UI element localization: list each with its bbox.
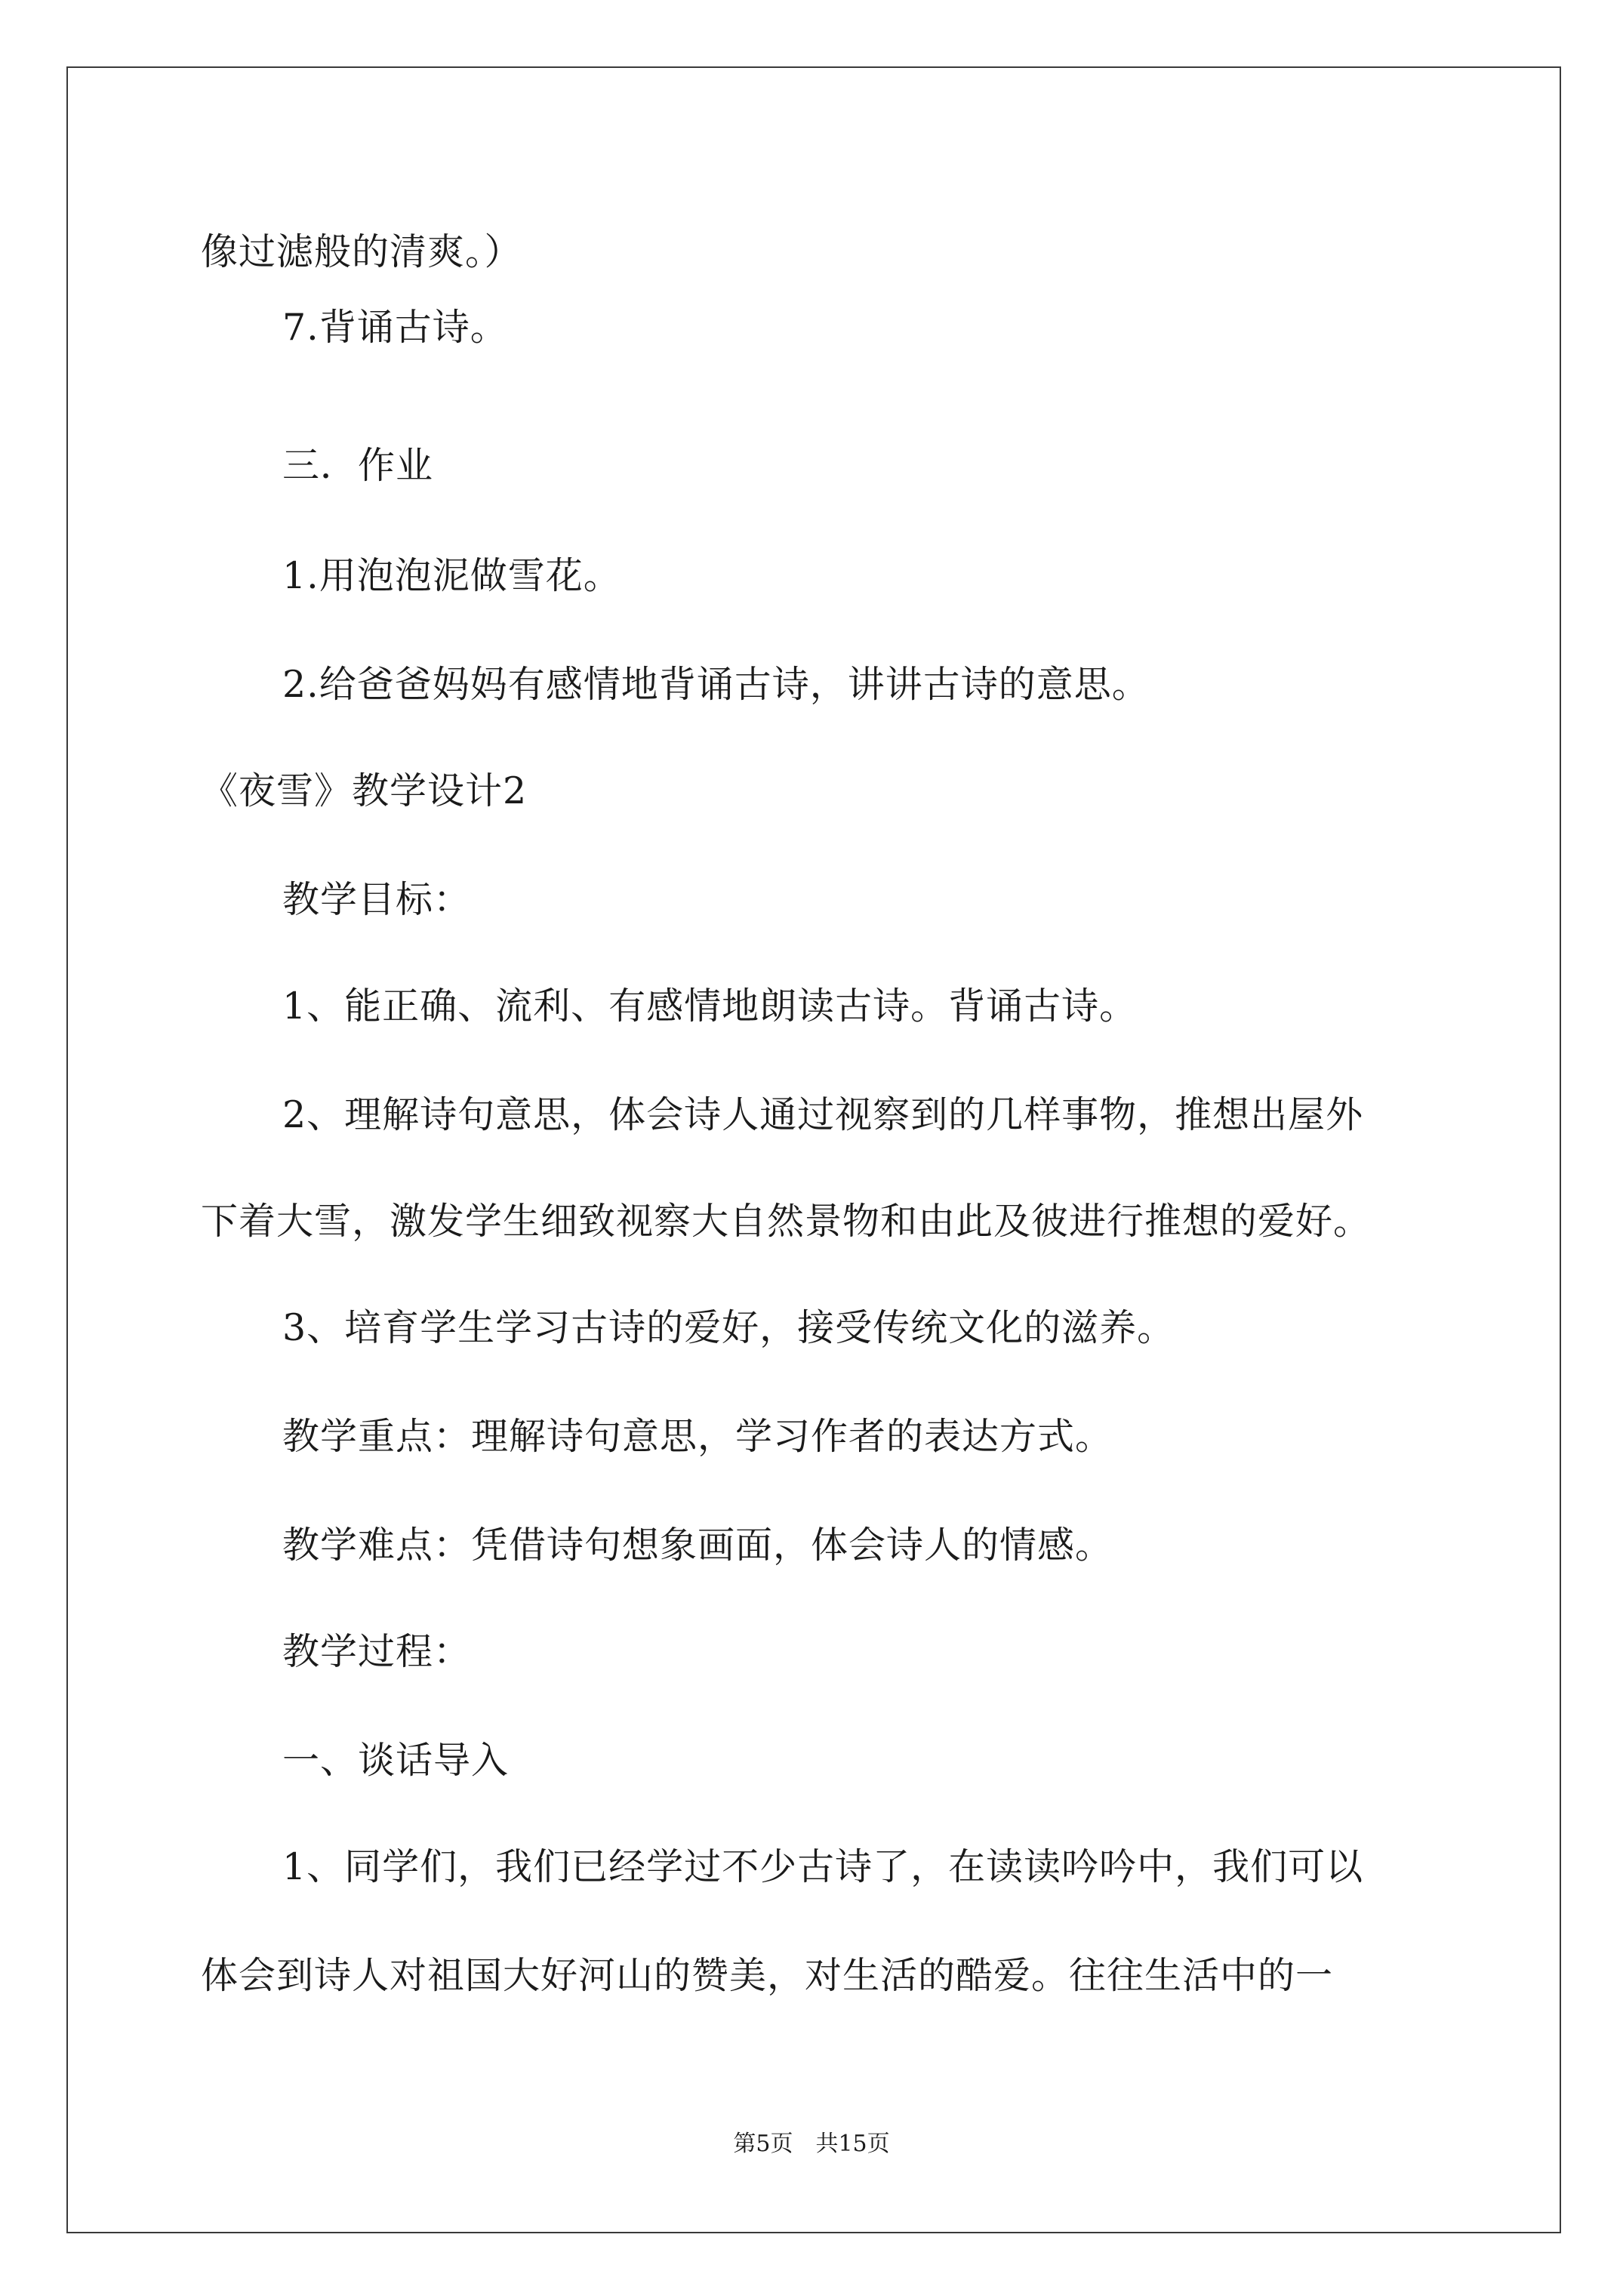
paragraph-line: 教学过程： bbox=[282, 1630, 472, 1673]
paragraph-line: 教学目标： bbox=[282, 878, 472, 921]
paragraph-line: 2.给爸爸妈妈有感情地背诵古诗，讲讲古诗的意思。 bbox=[282, 663, 1150, 706]
page-footer: 第5页 共15页 bbox=[733, 2131, 890, 2157]
paragraph-line: 1、能正确、流利、有感情地朗读古诗。背诵古诗。 bbox=[282, 985, 1138, 1028]
paragraph-line: 1.用泡泡泥做雪花。 bbox=[282, 554, 621, 597]
paragraph-line: 体会到诗人对祖国大好河山的赞美，对生活的酷爱。往往生活中的一 bbox=[201, 1954, 1334, 1997]
document-heading: 《夜雪》教学设计2 bbox=[201, 769, 528, 812]
paragraph-line: 1、同学们，我们已经学过不少古诗了，在读读吟吟中，我们可以 bbox=[282, 1845, 1364, 1888]
section-heading: 一、谈话导入 bbox=[282, 1739, 510, 1782]
page-border bbox=[66, 66, 1561, 2233]
paragraph-line: 教学重点：理解诗句意思，学习作者的表达方式。 bbox=[282, 1415, 1113, 1458]
paragraph-line: 3、培育学生学习古诗的爱好，接受传统文化的滋养。 bbox=[282, 1306, 1175, 1349]
paragraph-line: 教学难点：凭借诗句想象画面，体会诗人的情感。 bbox=[282, 1524, 1113, 1567]
paragraph-line: 2、理解诗句意思，体会诗人通过视察到的几样事物，推想出屋外 bbox=[282, 1093, 1364, 1136]
paragraph-line: 7.背诵古诗。 bbox=[282, 306, 508, 349]
paragraph-line: 像过滤般的清爽。） bbox=[201, 230, 522, 273]
section-heading: 三．作业 bbox=[282, 444, 434, 487]
paragraph-line: 下着大雪，激发学生细致视察大自然景物和由此及彼进行推想的爱好。 bbox=[201, 1200, 1372, 1243]
